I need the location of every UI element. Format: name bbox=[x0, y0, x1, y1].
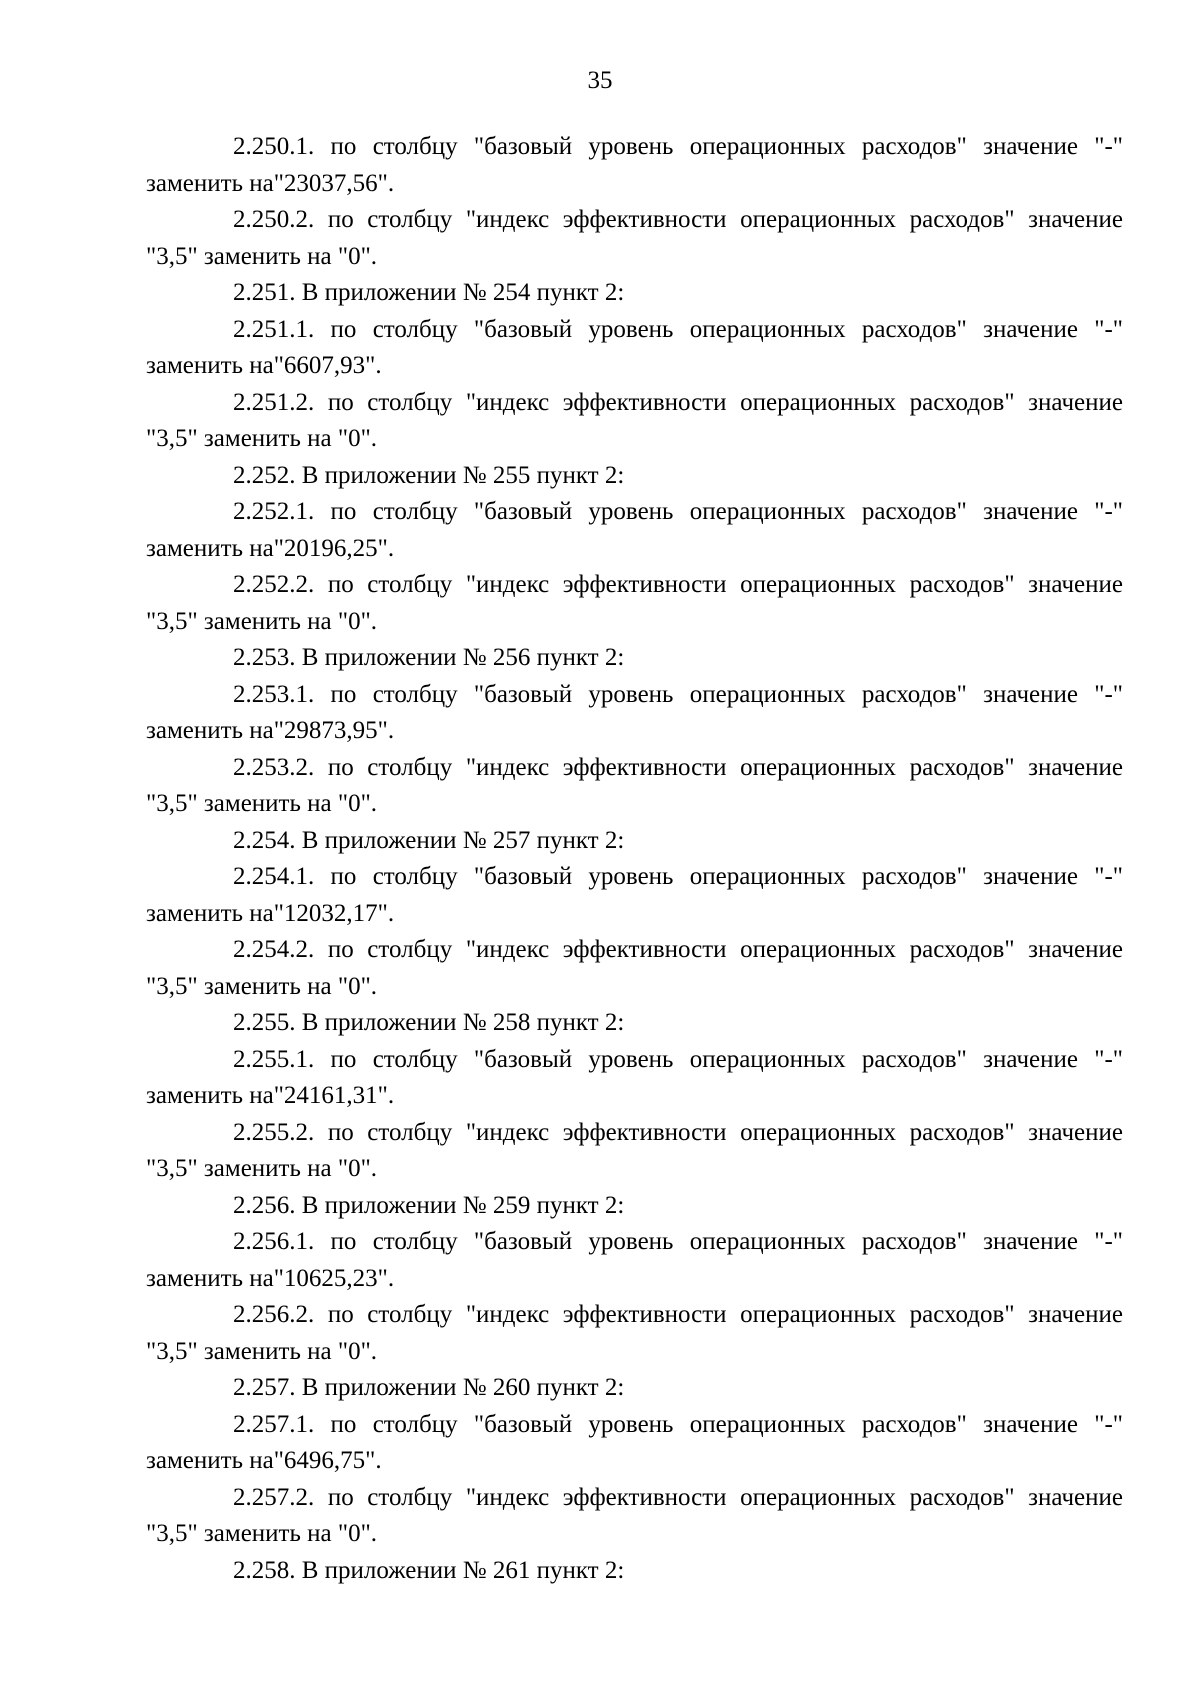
page-number: 35 bbox=[587, 67, 613, 94]
paragraph: 2.256.1. по столбцу "базовый уровень операционных расходов" значение "-" заменить на"10625,23". bbox=[146, 1228, 1123, 1292]
paragraph: 2.254. В приложении № 257 пункт 2: bbox=[233, 826, 625, 854]
paragraph: 2.253.1. по столбцу "базовый уровень операционных расходов" значение "-" заменить на"29873,95". bbox=[146, 680, 1123, 744]
paragraph: 2.255. В приложении № 258 пункт 2: bbox=[233, 1009, 625, 1036]
paragraph: 2.257.2. по столбцу "индекс эффективности операционных расходов" значение "3,5" заменить на "0". bbox=[146, 1483, 1123, 1547]
paragraph: 2.251. В приложении № 254 пункт 2: bbox=[233, 279, 625, 306]
paragraph: 2.254.2. по столбцу "индекс эффективности операционных расходов" значение "3,5" заменить на "0". bbox=[146, 936, 1123, 1000]
paragraph: 2.250.1. по столбцу "базовый уровень операционных расходов" значение "-" заменить на"23037,56". bbox=[146, 133, 1123, 197]
document-body bbox=[146, 129, 1123, 1589]
paragraph: 2.254.1. по столбцу "базовый уровень операционных расходов" значение "-" заменить на"12032,17". bbox=[146, 863, 1123, 927]
paragraph: 2.251.1. по столбцу "базовый уровень операционных расходов" значение "-" заменить на"6607,93". bbox=[146, 315, 1123, 379]
paragraph: 2.251.2. по столбцу "индекс эффективности операционных расходов" значение "3,5" заменить на "0". bbox=[146, 388, 1123, 452]
paragraph: 2.257.1. по столбцу "базовый уровень операционных расходов" значение "-" заменить на"6496,75". bbox=[146, 1410, 1123, 1474]
paragraph: 2.253.2. по столбцу "индекс эффективности операционных расходов" значение "3,5" заменить на "0". bbox=[146, 753, 1123, 817]
paragraph: 2.256.2. по столбцу "индекс эффективности операционных расходов" значение "3,5" заменить на "0". bbox=[146, 1301, 1123, 1365]
paragraph: 2.253. В приложении № 256 пункт 2: bbox=[233, 644, 625, 671]
paragraph: 2.250.2. по столбцу "индекс эффективности операционных расходов" значение "3,5" заменить на "0". bbox=[146, 206, 1123, 270]
paragraph: 2.255.1. по столбцу "базовый уровень операционных расходов" значение "-" заменить на"24161,31". bbox=[146, 1045, 1123, 1109]
paragraph: 2.256. В приложении № 259 пункт 2: bbox=[233, 1191, 625, 1219]
paragraph: 2.255.2. по столбцу "индекс эффективности операционных расходов" значение "3,5" заменить на "0". bbox=[146, 1118, 1123, 1182]
paragraph: 2.252.2. по столбцу "индекс эффективности операционных расходов" значение "3,5" заменить на "0". bbox=[146, 571, 1123, 635]
paragraph: 2.257. В приложении № 260 пункт 2: bbox=[233, 1374, 625, 1401]
paragraph: 2.252. В приложении № 255 пункт 2: bbox=[233, 461, 625, 489]
paragraph: 2.252.1. по столбцу "базовый уровень операционных расходов" значение "-" заменить на"20196,25". bbox=[146, 498, 1123, 562]
paragraph: 2.258. В приложении № 261 пункт 2: bbox=[233, 1556, 625, 1584]
